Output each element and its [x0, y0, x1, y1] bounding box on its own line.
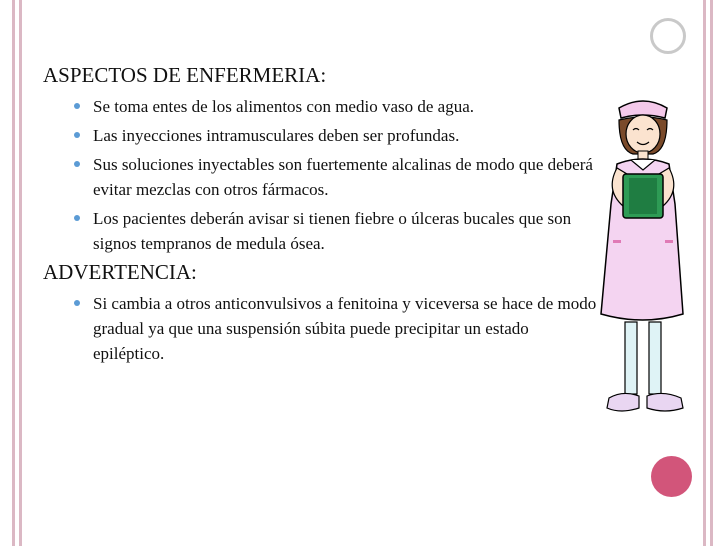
right-border-line — [703, 0, 706, 546]
list-item: Se toma entes de los alimentos con medio vaso de agua. — [43, 94, 603, 119]
bullet-list-warning — [43, 291, 603, 366]
right-border-line — [710, 0, 713, 546]
decorative-ring — [650, 18, 686, 54]
bullet-list-nursing — [43, 94, 603, 256]
slide-content — [43, 60, 603, 366]
nurse-with-clipboard-icon — [583, 94, 703, 424]
list-item: Las inyecciones intramusculares deben ser profundas. — [43, 123, 603, 148]
left-border-line — [19, 0, 22, 546]
list-item: Los pacientes deberán avisar si tienen fiebre o úlceras bucales que son signos tempranos de medula ósea. — [43, 206, 603, 256]
section-heading-nursing: ASPECTOS DE ENFERMERIA: — [43, 63, 327, 87]
section-heading-warning: ADVERTENCIA: — [43, 260, 197, 284]
list-item: Sus soluciones inyectables son fuertemente alcalinas de modo que deberá evitar mezclas con otros fármacos. — [43, 152, 603, 202]
left-border-line — [12, 0, 15, 546]
decorative-dot — [651, 456, 692, 497]
list-item: Si cambia a otros anticonvulsivos a fenitoina y viceversa se hace de modo gradual ya que una suspensión súbita puede precipitar un estado epiléptico. — [43, 291, 603, 366]
